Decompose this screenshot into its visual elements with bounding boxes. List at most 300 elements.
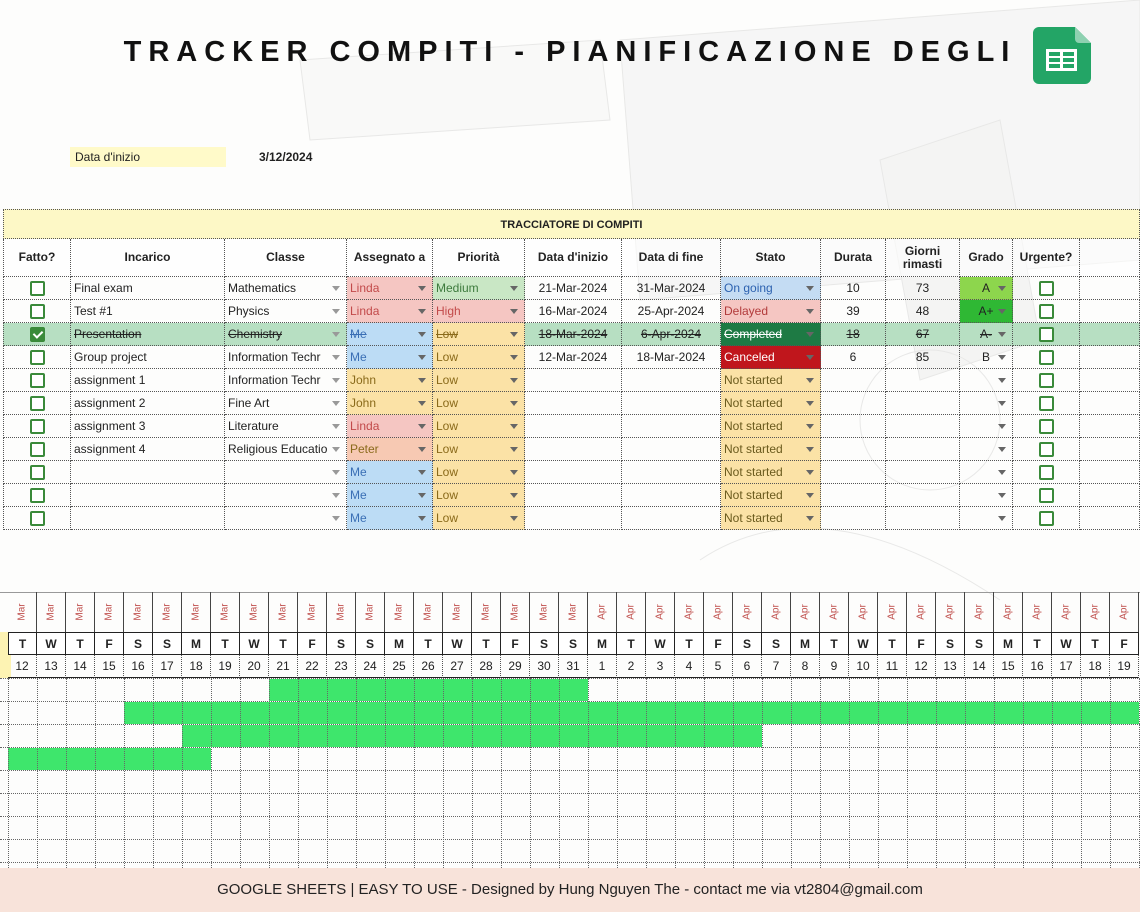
done-checkbox[interactable] bbox=[30, 442, 45, 457]
cell-status[interactable] bbox=[721, 484, 821, 507]
cell-assigned-to[interactable] bbox=[347, 323, 433, 346]
gantt-grid-line bbox=[965, 678, 966, 868]
cell-status-text: Delayed bbox=[724, 304, 769, 318]
gantt-weekday: S bbox=[733, 632, 762, 655]
dropdown-arrow-icon[interactable] bbox=[806, 309, 814, 314]
gantt-weekday: W bbox=[37, 632, 66, 655]
gantt-grid-line bbox=[153, 678, 154, 868]
cell-grade[interactable] bbox=[960, 277, 1013, 300]
cell-assigned-to[interactable] bbox=[347, 438, 433, 461]
gantt-day-number: 2 bbox=[617, 655, 646, 678]
dropdown-arrow-icon[interactable] bbox=[998, 309, 1006, 314]
dropdown-arrow-icon[interactable] bbox=[418, 516, 426, 521]
gantt-month-text: Apr bbox=[1118, 604, 1130, 620]
gantt-month-label bbox=[530, 592, 559, 632]
gantt-month-text: Apr bbox=[886, 604, 898, 620]
gantt-day-number: 28 bbox=[472, 655, 501, 678]
cell-status[interactable] bbox=[721, 277, 821, 300]
gantt-month-label bbox=[849, 592, 878, 632]
cell-assigned-to[interactable] bbox=[347, 369, 433, 392]
dropdown-arrow-icon[interactable] bbox=[418, 355, 426, 360]
gantt-month-text: Mar bbox=[161, 603, 173, 621]
cell-class[interactable] bbox=[225, 346, 347, 369]
urgent-checkbox[interactable] bbox=[1039, 373, 1054, 388]
cell-days-left-text: 85 bbox=[915, 350, 930, 364]
cell-priority[interactable] bbox=[433, 300, 525, 323]
cell-duration bbox=[821, 484, 886, 507]
dropdown-arrow-icon[interactable] bbox=[418, 309, 426, 314]
done-checkbox-cell bbox=[3, 300, 71, 323]
cell-status-text: On going bbox=[724, 281, 773, 295]
dropdown-arrow-icon[interactable] bbox=[806, 378, 814, 383]
dropdown-arrow-icon[interactable] bbox=[510, 447, 518, 452]
dropdown-arrow-icon[interactable] bbox=[418, 401, 426, 406]
cell-task[interactable] bbox=[71, 346, 225, 369]
cell-grade[interactable] bbox=[960, 300, 1013, 323]
cell-status[interactable] bbox=[721, 507, 821, 530]
gantt-weekday: T bbox=[617, 632, 646, 655]
cell-duration-text: 10 bbox=[846, 281, 860, 295]
dropdown-arrow-icon[interactable] bbox=[332, 309, 340, 314]
urgent-checkbox[interactable] bbox=[1039, 419, 1054, 434]
empty-cell bbox=[1080, 323, 1140, 346]
done-checkbox[interactable] bbox=[30, 419, 45, 434]
cell-class[interactable] bbox=[225, 392, 347, 415]
empty-cell bbox=[1080, 461, 1140, 484]
gantt-grid-line bbox=[1081, 678, 1082, 868]
header-duration: Durata bbox=[821, 239, 886, 277]
gantt-month-label bbox=[95, 592, 124, 632]
cell-task[interactable] bbox=[71, 438, 225, 461]
gantt-grid-line bbox=[559, 678, 560, 868]
gantt-grid-line bbox=[124, 678, 125, 868]
cell-status-text: Not started bbox=[724, 396, 783, 410]
dropdown-arrow-icon[interactable] bbox=[418, 286, 426, 291]
gantt-grid-line bbox=[0, 724, 1140, 725]
cell-assigned-to[interactable] bbox=[347, 277, 433, 300]
cell-priority[interactable] bbox=[433, 484, 525, 507]
empty-cell bbox=[1080, 346, 1140, 369]
gantt-grid-line bbox=[994, 678, 995, 868]
dropdown-arrow-icon[interactable] bbox=[418, 378, 426, 383]
dropdown-arrow-icon[interactable] bbox=[510, 286, 518, 291]
dropdown-arrow-icon[interactable] bbox=[998, 424, 1006, 429]
cell-class[interactable] bbox=[225, 369, 347, 392]
cell-assigned-to[interactable] bbox=[347, 484, 433, 507]
cell-end-date bbox=[622, 438, 721, 461]
dropdown-arrow-icon[interactable] bbox=[998, 332, 1006, 337]
gantt-day-number: 8 bbox=[791, 655, 820, 678]
cell-task[interactable] bbox=[71, 369, 225, 392]
gantt-day-number: 29 bbox=[501, 655, 530, 678]
cell-priority[interactable] bbox=[433, 323, 525, 346]
cell-status-text: Not started bbox=[724, 488, 783, 502]
cell-start-date bbox=[525, 277, 622, 300]
gantt-month-label bbox=[298, 592, 327, 632]
cell-class[interactable] bbox=[225, 277, 347, 300]
gantt-month-text: Mar bbox=[45, 603, 57, 621]
gantt-month-text: Mar bbox=[306, 603, 318, 621]
done-checkbox[interactable] bbox=[30, 465, 45, 480]
gantt-day-number: 13 bbox=[37, 655, 66, 678]
dropdown-arrow-icon[interactable] bbox=[510, 424, 518, 429]
dropdown-arrow-icon[interactable] bbox=[998, 516, 1006, 521]
cell-assigned-to[interactable] bbox=[347, 346, 433, 369]
gantt-day-number: 14 bbox=[965, 655, 994, 678]
cell-priority[interactable] bbox=[433, 415, 525, 438]
cell-assigned-to-text: John bbox=[350, 396, 377, 410]
gantt-month-label bbox=[675, 592, 704, 632]
gantt-grid-line bbox=[0, 770, 1140, 771]
cell-task[interactable] bbox=[71, 484, 225, 507]
start-date-value[interactable]: 3/12/2024 bbox=[259, 150, 313, 164]
dropdown-arrow-icon[interactable] bbox=[510, 378, 518, 383]
cell-status[interactable] bbox=[721, 323, 821, 346]
cell-task[interactable] bbox=[71, 300, 225, 323]
gantt-month-label bbox=[501, 592, 530, 632]
table-row bbox=[3, 392, 1140, 415]
cell-grade[interactable] bbox=[960, 392, 1013, 415]
done-checkbox[interactable] bbox=[30, 373, 45, 388]
urgent-checkbox[interactable] bbox=[1039, 442, 1054, 457]
empty-cell bbox=[1080, 484, 1140, 507]
gantt-day-number: 31 bbox=[559, 655, 588, 678]
urgent-checkbox[interactable] bbox=[1039, 304, 1054, 319]
urgent-checkbox-cell bbox=[1013, 461, 1080, 484]
start-date-label: Data d'inizio bbox=[70, 147, 226, 167]
gantt-month-label bbox=[762, 592, 791, 632]
cell-priority[interactable] bbox=[433, 392, 525, 415]
dropdown-arrow-icon[interactable] bbox=[806, 470, 814, 475]
gantt-day-number: 17 bbox=[1052, 655, 1081, 678]
cell-class-text: Religious Educatio bbox=[228, 442, 328, 456]
cell-status[interactable] bbox=[721, 369, 821, 392]
cell-class[interactable] bbox=[225, 438, 347, 461]
cell-status[interactable] bbox=[721, 392, 821, 415]
dropdown-arrow-icon[interactable] bbox=[806, 516, 814, 521]
cell-task-text: Test #1 bbox=[74, 304, 113, 318]
dropdown-arrow-icon[interactable] bbox=[418, 424, 426, 429]
urgent-checkbox[interactable] bbox=[1039, 281, 1054, 296]
cell-grade[interactable] bbox=[960, 461, 1013, 484]
cell-priority[interactable] bbox=[433, 507, 525, 530]
gantt-month-text: Mar bbox=[277, 603, 289, 621]
gantt-day-number: 17 bbox=[153, 655, 182, 678]
gantt-weekday: T bbox=[878, 632, 907, 655]
dropdown-arrow-icon[interactable] bbox=[332, 401, 340, 406]
gantt-weekday: S bbox=[965, 632, 994, 655]
gantt-day-number: 4 bbox=[675, 655, 704, 678]
gantt-day-number: 16 bbox=[124, 655, 153, 678]
gantt-weekday: S bbox=[762, 632, 791, 655]
dropdown-arrow-icon[interactable] bbox=[998, 447, 1006, 452]
cell-assigned-to[interactable] bbox=[347, 415, 433, 438]
header-grade: Grado bbox=[960, 239, 1013, 277]
dropdown-arrow-icon[interactable] bbox=[332, 493, 340, 498]
done-checkbox-cell bbox=[3, 392, 71, 415]
done-checkbox[interactable] bbox=[30, 511, 45, 526]
dropdown-arrow-icon[interactable] bbox=[806, 332, 814, 337]
cell-task[interactable] bbox=[71, 507, 225, 530]
gantt-grid-line bbox=[791, 678, 792, 868]
gantt-month-label bbox=[733, 592, 762, 632]
dropdown-arrow-icon[interactable] bbox=[418, 470, 426, 475]
cell-days-left bbox=[886, 507, 960, 530]
dropdown-arrow-icon[interactable] bbox=[998, 493, 1006, 498]
cell-class[interactable] bbox=[225, 415, 347, 438]
urgent-checkbox[interactable] bbox=[1039, 465, 1054, 480]
cell-assigned-to[interactable] bbox=[347, 507, 433, 530]
dropdown-arrow-icon[interactable] bbox=[332, 378, 340, 383]
gantt-weekday: S bbox=[153, 632, 182, 655]
dropdown-arrow-icon[interactable] bbox=[998, 286, 1006, 291]
gantt-month-text: Mar bbox=[538, 603, 550, 621]
cell-task[interactable] bbox=[71, 392, 225, 415]
dropdown-arrow-icon[interactable] bbox=[510, 401, 518, 406]
header-class: Classe bbox=[225, 239, 347, 277]
urgent-checkbox[interactable] bbox=[1039, 511, 1054, 526]
dropdown-arrow-icon[interactable] bbox=[806, 447, 814, 452]
cell-days-left bbox=[886, 369, 960, 392]
dropdown-arrow-icon[interactable] bbox=[998, 470, 1006, 475]
cell-grade[interactable] bbox=[960, 484, 1013, 507]
dropdown-arrow-icon[interactable] bbox=[332, 424, 340, 429]
dropdown-arrow-icon[interactable] bbox=[510, 309, 518, 314]
gantt-grid-line bbox=[501, 678, 502, 868]
gantt-month-label bbox=[704, 592, 733, 632]
done-checkbox-cell bbox=[3, 369, 71, 392]
gantt-day-number: 22 bbox=[298, 655, 327, 678]
gantt-month-label bbox=[965, 592, 994, 632]
gantt-weekday: T bbox=[269, 632, 298, 655]
cell-priority[interactable] bbox=[433, 369, 525, 392]
cell-assigned-to[interactable] bbox=[347, 392, 433, 415]
gantt-weekday: W bbox=[443, 632, 472, 655]
gantt-grid-line bbox=[0, 678, 1140, 679]
cell-end-date bbox=[622, 346, 721, 369]
gantt-weekday: S bbox=[936, 632, 965, 655]
gantt-day-number: 14 bbox=[66, 655, 95, 678]
cell-task[interactable] bbox=[71, 415, 225, 438]
cell-status-text: Not started bbox=[724, 373, 783, 387]
gantt-grid-line bbox=[240, 678, 241, 868]
cell-end-date bbox=[622, 484, 721, 507]
cell-grade[interactable] bbox=[960, 415, 1013, 438]
gantt-grid-line bbox=[0, 862, 1140, 863]
urgent-checkbox-cell bbox=[1013, 392, 1080, 415]
gantt-month-label bbox=[472, 592, 501, 632]
gantt-day-number: 5 bbox=[704, 655, 733, 678]
cell-duration-text: 6 bbox=[849, 350, 857, 364]
gantt-month-text: Apr bbox=[712, 604, 724, 620]
dropdown-arrow-icon[interactable] bbox=[332, 470, 340, 475]
gantt-weekday: T bbox=[8, 632, 37, 655]
dropdown-arrow-icon[interactable] bbox=[332, 332, 340, 337]
cell-grade[interactable] bbox=[960, 323, 1013, 346]
dropdown-arrow-icon[interactable] bbox=[510, 516, 518, 521]
gantt-grid-line bbox=[327, 678, 328, 868]
cell-priority[interactable] bbox=[433, 346, 525, 369]
gantt-weekday: F bbox=[1110, 632, 1139, 655]
gantt-day-number: 18 bbox=[182, 655, 211, 678]
cell-task[interactable] bbox=[71, 323, 225, 346]
cell-class-text: Literature bbox=[228, 419, 279, 433]
cell-grade[interactable] bbox=[960, 346, 1013, 369]
dropdown-arrow-icon[interactable] bbox=[332, 286, 340, 291]
gantt-grid-line bbox=[8, 678, 9, 868]
urgent-checkbox-cell bbox=[1013, 323, 1080, 346]
dropdown-arrow-icon[interactable] bbox=[418, 332, 426, 337]
done-checkbox[interactable] bbox=[30, 281, 45, 296]
gantt-weekday: T bbox=[820, 632, 849, 655]
gantt-month-label bbox=[1023, 592, 1052, 632]
cell-class[interactable] bbox=[225, 507, 347, 530]
dropdown-arrow-icon[interactable] bbox=[806, 355, 814, 360]
gantt-month-text: Mar bbox=[364, 603, 376, 621]
done-checkbox[interactable] bbox=[30, 304, 45, 319]
dropdown-arrow-icon[interactable] bbox=[806, 401, 814, 406]
header-done: Fatto? bbox=[3, 239, 71, 277]
gantt-month-label bbox=[385, 592, 414, 632]
cell-assigned-to-text: Me bbox=[350, 488, 367, 502]
gantt-day-number: 12 bbox=[8, 655, 37, 678]
urgent-checkbox[interactable] bbox=[1039, 488, 1054, 503]
cell-class[interactable] bbox=[225, 461, 347, 484]
cell-class[interactable] bbox=[225, 300, 347, 323]
gantt-day-number: 20 bbox=[240, 655, 269, 678]
cell-days-left bbox=[886, 484, 960, 507]
cell-class[interactable] bbox=[225, 323, 347, 346]
gantt-month-label bbox=[327, 592, 356, 632]
cell-task-text: assignment 3 bbox=[74, 419, 146, 433]
gantt-month-text: Apr bbox=[1089, 604, 1101, 620]
cell-status[interactable] bbox=[721, 438, 821, 461]
cell-priority[interactable] bbox=[433, 438, 525, 461]
gantt-grid-line bbox=[907, 678, 908, 868]
gantt-weekday: W bbox=[646, 632, 675, 655]
gantt-weekday: F bbox=[298, 632, 327, 655]
gantt-month-label bbox=[269, 592, 298, 632]
done-checkbox[interactable] bbox=[30, 488, 45, 503]
cell-status[interactable] bbox=[721, 415, 821, 438]
page-title: TRACKER COMPITI - PIANIFICAZIONE DEGLI bbox=[123, 36, 1017, 68]
gantt-grid-line bbox=[878, 678, 879, 868]
dropdown-arrow-icon[interactable] bbox=[806, 493, 814, 498]
gantt-weekday: W bbox=[1052, 632, 1081, 655]
cell-assigned-to-text: Me bbox=[350, 511, 367, 525]
dropdown-arrow-icon[interactable] bbox=[998, 355, 1006, 360]
dropdown-arrow-icon[interactable] bbox=[998, 401, 1006, 406]
cell-task-text: Final exam bbox=[74, 281, 133, 295]
cell-end-date-text: 31-Mar-2024 bbox=[636, 281, 706, 295]
cell-assigned-to[interactable] bbox=[347, 461, 433, 484]
done-checkbox[interactable] bbox=[30, 350, 45, 365]
gantt-grid-line bbox=[1110, 678, 1111, 868]
dropdown-arrow-icon[interactable] bbox=[418, 447, 426, 452]
done-checkbox[interactable] bbox=[30, 327, 45, 342]
cell-end-date-text: 18-Mar-2024 bbox=[636, 350, 706, 364]
gantt-month-text: Mar bbox=[132, 603, 144, 621]
dropdown-arrow-icon[interactable] bbox=[510, 355, 518, 360]
gantt-month-text: Apr bbox=[944, 604, 956, 620]
cell-priority-text: Low bbox=[436, 419, 459, 433]
cell-class[interactable] bbox=[225, 484, 347, 507]
gantt-day-number: 11 bbox=[878, 655, 907, 678]
cell-duration bbox=[821, 277, 886, 300]
dropdown-arrow-icon[interactable] bbox=[332, 447, 340, 452]
urgent-checkbox[interactable] bbox=[1039, 350, 1054, 365]
dropdown-arrow-icon[interactable] bbox=[510, 332, 518, 337]
cell-assigned-to-text: Linda bbox=[350, 419, 380, 433]
cell-priority[interactable] bbox=[433, 461, 525, 484]
gantt-weekday: T bbox=[66, 632, 95, 655]
cell-end-date-text: 6-Apr-2024 bbox=[640, 327, 702, 341]
gantt-month-text: Apr bbox=[770, 604, 782, 620]
header-status: Stato bbox=[721, 239, 821, 277]
cell-task[interactable] bbox=[71, 277, 225, 300]
cell-status-text: Not started bbox=[724, 465, 783, 479]
done-checkbox-cell bbox=[3, 438, 71, 461]
done-checkbox[interactable] bbox=[30, 396, 45, 411]
dropdown-arrow-icon[interactable] bbox=[806, 286, 814, 291]
cell-status[interactable] bbox=[721, 300, 821, 323]
cell-start-date bbox=[525, 507, 622, 530]
gantt-month-text: Mar bbox=[335, 603, 347, 621]
dropdown-arrow-icon[interactable] bbox=[510, 470, 518, 475]
cell-priority[interactable] bbox=[433, 277, 525, 300]
cell-status[interactable] bbox=[721, 461, 821, 484]
cell-days-left bbox=[886, 438, 960, 461]
cell-start-date-text: 18-Mar-2024 bbox=[538, 327, 608, 341]
cell-priority-text: Low bbox=[436, 442, 459, 456]
gantt-grid-line bbox=[0, 839, 1140, 840]
cell-grade[interactable] bbox=[960, 507, 1013, 530]
cell-start-date bbox=[525, 300, 622, 323]
gantt-month-text: Mar bbox=[74, 603, 86, 621]
dropdown-arrow-icon[interactable] bbox=[806, 424, 814, 429]
cell-start-date-text: 21-Mar-2024 bbox=[538, 281, 608, 295]
dropdown-arrow-icon[interactable] bbox=[418, 493, 426, 498]
gantt-day-number: 15 bbox=[95, 655, 124, 678]
cell-days-left bbox=[886, 300, 960, 323]
cell-start-date bbox=[525, 438, 622, 461]
cell-status[interactable] bbox=[721, 346, 821, 369]
gantt-grid-line bbox=[646, 678, 647, 868]
gantt-weekday: T bbox=[472, 632, 501, 655]
cell-task[interactable] bbox=[71, 461, 225, 484]
cell-days-left bbox=[886, 277, 960, 300]
cell-assigned-to[interactable] bbox=[347, 300, 433, 323]
dropdown-arrow-icon[interactable] bbox=[332, 516, 340, 521]
empty-cell bbox=[1080, 369, 1140, 392]
urgent-checkbox[interactable] bbox=[1039, 327, 1054, 342]
dropdown-arrow-icon[interactable] bbox=[510, 493, 518, 498]
gantt-day-number: 3 bbox=[646, 655, 675, 678]
dropdown-arrow-icon[interactable] bbox=[332, 355, 340, 360]
table-row bbox=[3, 300, 1140, 323]
dropdown-arrow-icon[interactable] bbox=[998, 378, 1006, 383]
cell-end-date bbox=[622, 369, 721, 392]
cell-status-text: Canceled bbox=[724, 350, 775, 364]
urgent-checkbox-cell bbox=[1013, 369, 1080, 392]
gantt-month-text: Apr bbox=[741, 604, 753, 620]
gantt-month-text: Apr bbox=[596, 604, 608, 620]
cell-days-left bbox=[886, 415, 960, 438]
cell-grade[interactable] bbox=[960, 438, 1013, 461]
cell-grade[interactable] bbox=[960, 369, 1013, 392]
urgent-checkbox[interactable] bbox=[1039, 396, 1054, 411]
cell-start-date bbox=[525, 484, 622, 507]
